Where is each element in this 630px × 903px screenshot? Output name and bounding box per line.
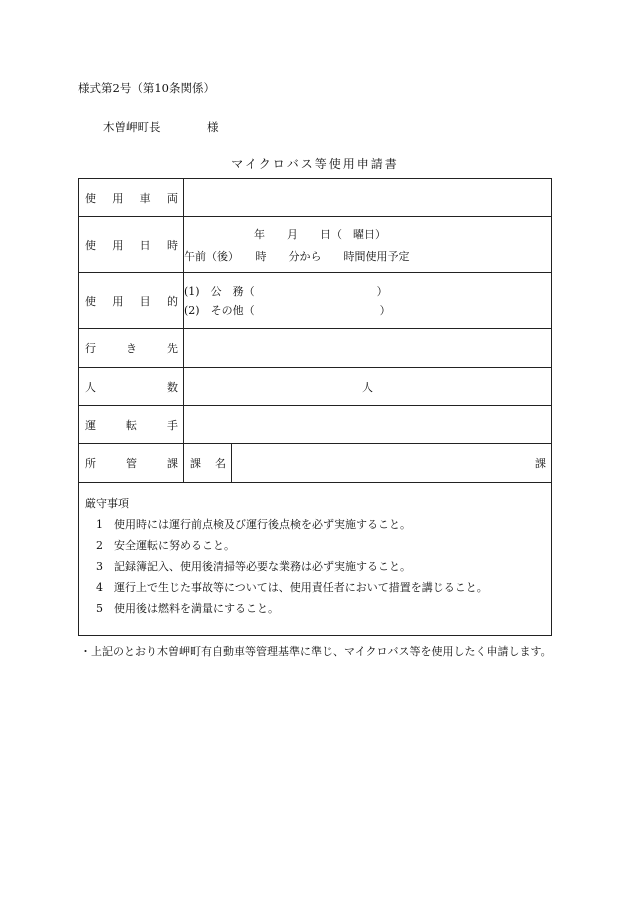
rule-item: 5 使用後は燃料を満量にすること。 (96, 602, 279, 615)
section-name-field[interactable] (232, 444, 552, 483)
addressee: 木曽岬町長 (103, 120, 161, 134)
department-row (79, 444, 552, 483)
honorific: 様 (207, 120, 219, 134)
date-line: 年 月 日（ 曜日） (254, 227, 386, 241)
headcount-field[interactable] (184, 368, 552, 406)
datetime-field[interactable] (184, 217, 552, 273)
purpose-row (79, 273, 552, 329)
department-label: 所 管 課 (79, 444, 184, 483)
headcount-unit: 人 (362, 380, 373, 394)
rule-item: 2 安全運転に努めること。 (96, 539, 235, 552)
section-suffix: 課 (535, 457, 546, 470)
purpose-option-other: (2) その他（ ） (184, 303, 391, 317)
vehicle-label: 使 用 車 両 (79, 179, 184, 217)
destination-label: 行 き 先 (79, 329, 184, 368)
rules-row (79, 483, 552, 636)
rules-title: 厳守事項 (85, 497, 129, 510)
rule-item: 3 記録簿記入、使用後清掃等必要な業務は必ず実施すること。 (96, 560, 411, 573)
application-form-table (78, 178, 552, 636)
datetime-label: 使 用 日 時 (79, 217, 184, 273)
headcount-label: 人 数 (79, 368, 184, 406)
document-title: マイクロバス等使用申請書 (231, 157, 399, 171)
section-name-label: 課 名 (184, 444, 232, 483)
form-number: 様式第2号（第10条関係） (78, 81, 215, 95)
footer-note: ・上記のとおり木曽岬町有自動車等管理基準に準じ、マイクロバス等を使用したく申請します。 (80, 645, 552, 658)
destination-field[interactable] (184, 329, 552, 368)
headcount-row (79, 368, 552, 406)
rule-item: 1 使用時には運行前点検及び運行後点検を必ず実施すること。 (96, 518, 411, 531)
vehicle-row (79, 179, 552, 217)
rules-block (79, 483, 552, 636)
rule-item: 4 運行上で生じた事故等については、使用責任者において措置を講じること。 (96, 581, 488, 594)
purpose-option-official: (1) 公 務（ ） (184, 284, 388, 298)
driver-row (79, 406, 552, 444)
vehicle-field[interactable] (184, 179, 552, 217)
purpose-field[interactable] (184, 273, 552, 329)
destination-row (79, 329, 552, 368)
driver-label: 運 転 手 (79, 406, 184, 444)
addressee-line (103, 119, 219, 135)
purpose-label: 使 用 目 的 (79, 273, 184, 329)
datetime-row (79, 217, 552, 273)
driver-field[interactable] (184, 406, 552, 444)
time-line: 午前（後） 時 分から 時間使用予定 (184, 249, 410, 263)
